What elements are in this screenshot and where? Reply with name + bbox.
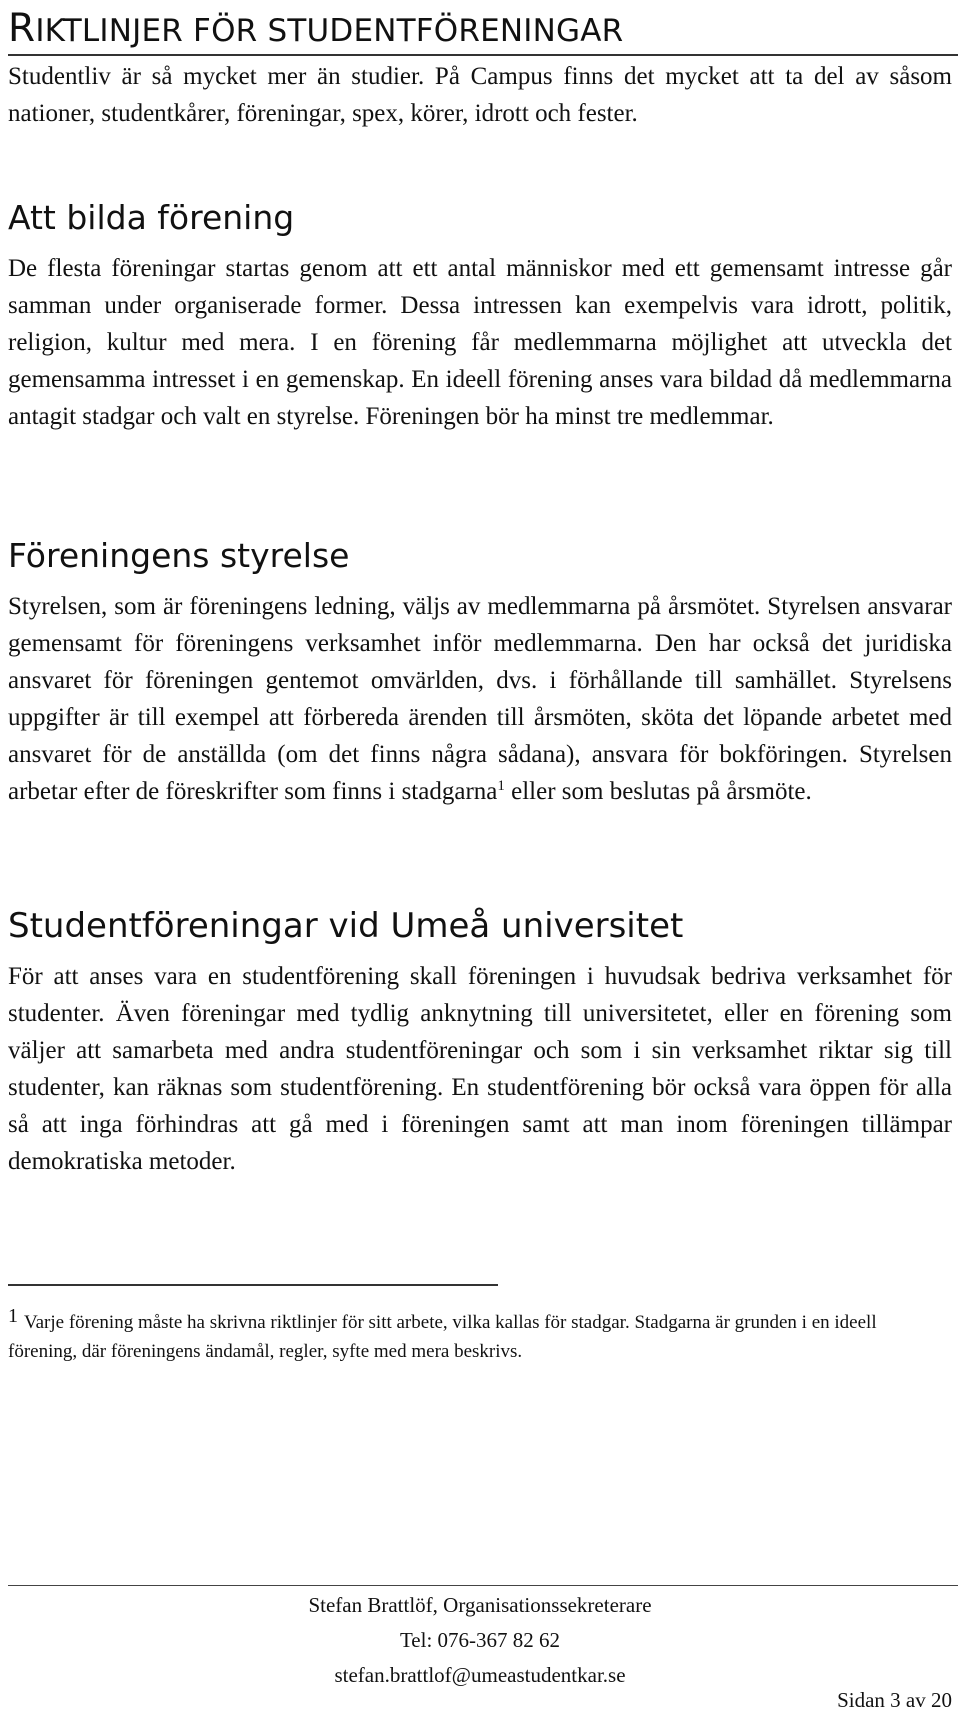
title-block bbox=[8, 0, 958, 56]
styrelse-text-end: eller som beslutas på årsmöte. bbox=[504, 778, 812, 805]
section-heading-foreningens-styrelse: Föreningens styrelse bbox=[8, 536, 350, 575]
title-rest: IKTLINJER FÖR STUDENTFÖRENINGAR bbox=[35, 13, 624, 49]
section-body-foreningens-styrelse bbox=[8, 588, 952, 810]
footer-phone: Tel: 076-367 82 62 bbox=[399, 1628, 561, 1652]
section-heading-att-bilda-forening: Att bilda förening bbox=[8, 198, 295, 237]
footer-email: stefan.brattlof@umeastudentkar.se bbox=[334, 1663, 626, 1687]
document-title bbox=[8, 6, 623, 51]
footnote-reference: 1 bbox=[497, 778, 505, 794]
section-heading-studentforeningar: Studentföreningar vid Umeå universitet bbox=[8, 906, 684, 946]
footnote-text: Varje förening måste ha skrivna riktlinjer för sitt arbete, vilka kallas för stadgar. Stadgarna är grunden i en ideell förening, där föreningens ändamål, regler, syfte med mera beskrivs. bbox=[8, 1312, 877, 1362]
footer-contact-name: Stefan Brattlöf, Organisationssekreterare bbox=[308, 1593, 652, 1617]
footer-contact bbox=[8, 1588, 952, 1693]
section-body-studentforeningar: För att anses vara en studentförening skall föreningen i huvudsak bedriva verksamhet för studenter. Även föreningar med tydlig anknytning till universitetet, eller en förening som väljer att samarbeta med andra studentföreningar och som i sin verksamhet riktar sig till studenter, kan räknas som studentförening. En studentförening bör också vara öppen för alla så att inga förhindras att gå med i föreningen samt att man inom föreningen tillämpar demokratiska metoder. bbox=[8, 963, 952, 1175]
section-body-att-bilda-forening: De flesta föreningar startas genom att ett antal människor med ett gemensamt intresse går samman under organiserade former. Dessa intressen kan exempelvis vara idrott, politik, religion, kultur med mera. I en förening får medlemmarna möjlighet att utveckla det gemensamma intresset i en gemenskap. En ideell förening anses vara bildad då medlemmarna antagit stadgar och valt en styrelse. Föreningen bör ha minst tre medlemmar. bbox=[8, 255, 952, 430]
page-number: Sidan 3 av 20 bbox=[837, 1688, 952, 1712]
document-page bbox=[8, 0, 960, 1724]
footnote bbox=[8, 1305, 948, 1366]
title-first-letter: R bbox=[8, 6, 36, 51]
footnote-separator bbox=[8, 1284, 498, 1286]
intro-paragraph: Studentliv är så mycket mer än studier. På Campus finns det mycket att ta del av såsom nationer, studentkårer, föreningar, spex, körer, idrott och fester. bbox=[8, 63, 952, 127]
footnote-number: 1 bbox=[8, 1305, 18, 1327]
styrelse-text: Styrelsen, som är föreningens ledning, väljs av medlemmarna på årsmötet. Styrelsen ansvarar gemensamt för föreningens verksamhet inför medlemmarna. Den har också det juridiska ansvaret för föreningen gentemot omvärlden, dvs. i förhållande till samhället. Styrelsens uppgifter är till exempel att förbereda ärenden till årsmöten, sköta det löpande arbetet med ansvaret för de anställda (om det finns några sådana), ansvara för bokföringen. Styrelsen arbetar efter de föreskrifter som finns i stadgarna bbox=[8, 593, 952, 805]
footer-separator bbox=[8, 1585, 958, 1586]
